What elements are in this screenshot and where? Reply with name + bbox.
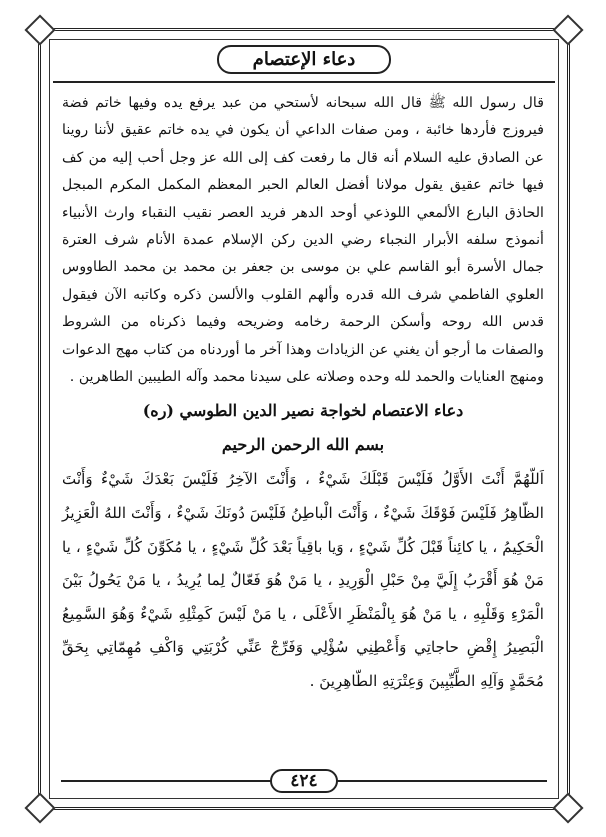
body-paragraph: قال رسول الله ﷺ قال الله سبحانه لأستحي من عبد يرفع يده وفيها خاتم فضة فيروزج فأردها خائبة ، ومن صفات الداعي أن يكون في يده خاتم عقيق لأننا روينا عن الصادق عليه السلام أنه قال ما رفعت كف إلى الله عز وجل أحب إليه من كف فيها خاتم عقيق يقول مولانا أفضل العالم الحبر المعظم المكمل المكرم المبجل الحاذق البارع الألمعي اللوذعي أوحد الدهر فريد العصر نقيب النقباء وارث الأنبياء أنموذج سلفه الأبرار النجباء رضي الدين ركن الإسلام عمدة الأنام شرف العترة جمال الأسرة أبو القاسم علي بن موسى بن جعفر بن محمد بن محمد الطاووس العلوي الفاطمي شرف الله قدره وألهم القلوب والألسن ذكره وكاتبه الآن فيقول قدس الله روحه وأسكن الرحمة رخامه وضريحه وفيما ذكرناه من الشروط والصفات ما أرجو أن يغني عن الزيادات وهذا آخر ما أوردناه من كتاب مهج الدعوات ومنهج العنايات والحمد لله وحده وصلاته على سيدنا محمد وآله الطيبين الطاهرين . [62,95,544,386]
basmala: بسم الله الرحمن الرحيم [221,435,385,455]
page-header [49,39,559,79]
running-title: دعاء الإعتصام [217,45,392,74]
prayer-text: اَللّهُمَّ أَنْتَ الأَوَّلُ فَلَيْسَ قَبْلَكَ شَيْءٌ ، وَأَنْتَ الآخِرُ فَلَيْسَ بَعْدَكَ شَيْءٌ وَأَنْتَ الظّاهِرُ فَلَيْسَ فَوْقَكَ شَيْءٌ ، وَأَنْتَ الْباطِنُ فَلَيْسَ دُونَكَ شَيْءٌ ، وَأَنْتَ اللهُ الْعَزِيزُ الْحَكِيمُ ، يا كائِناً قَبْلَ كُلِّ شَيْءٍ ، وَيا باقِياً بَعْدَ كُلِّ شَيْءٍ ، يا مُكَوِّنَ كُلِّ شَيْءٍ ، يا مَنْ هُوَ أَقْرَبُ إِلَيَّ مِنْ حَبْلِ الْوَرِيدِ ، يا مَنْ هُوَ فَعّالٌ لِما يُرِيدُ ، يا مَنْ يَحُولُ بَيْنَ الْمَرْءِ وَقَلْبِهِ ، يا مَنْ هُوَ بِالْمَنْظَرِ الأَعْلَى ، يا مَنْ لَيْسَ كَمِثْلِهِ شَيْءٌ وَهُوَ السَّمِيعُ الْبَصِيرُ إِقْضِ حاجاتِي وَأَعْطِنِي سُؤْلِي وَفَرِّجْ عَنِّي كُرْبَتِي وَاكْفِ مُهِمّاتِي بِحَقِّ مُحَمَّدٍ وَآلِهِ الطَّيِّبِينَ وَعِتْرَتِهِ الطّاهِرِينَ . [62,470,544,691]
page-number: ٤٢٤ [270,769,337,793]
section-heading: دعاء الاعتصام لخواجة نصير الدين الطوسي (ره) [142,401,464,421]
header-rule [53,81,555,83]
page-footer [41,769,567,793]
page-content [62,90,544,699]
